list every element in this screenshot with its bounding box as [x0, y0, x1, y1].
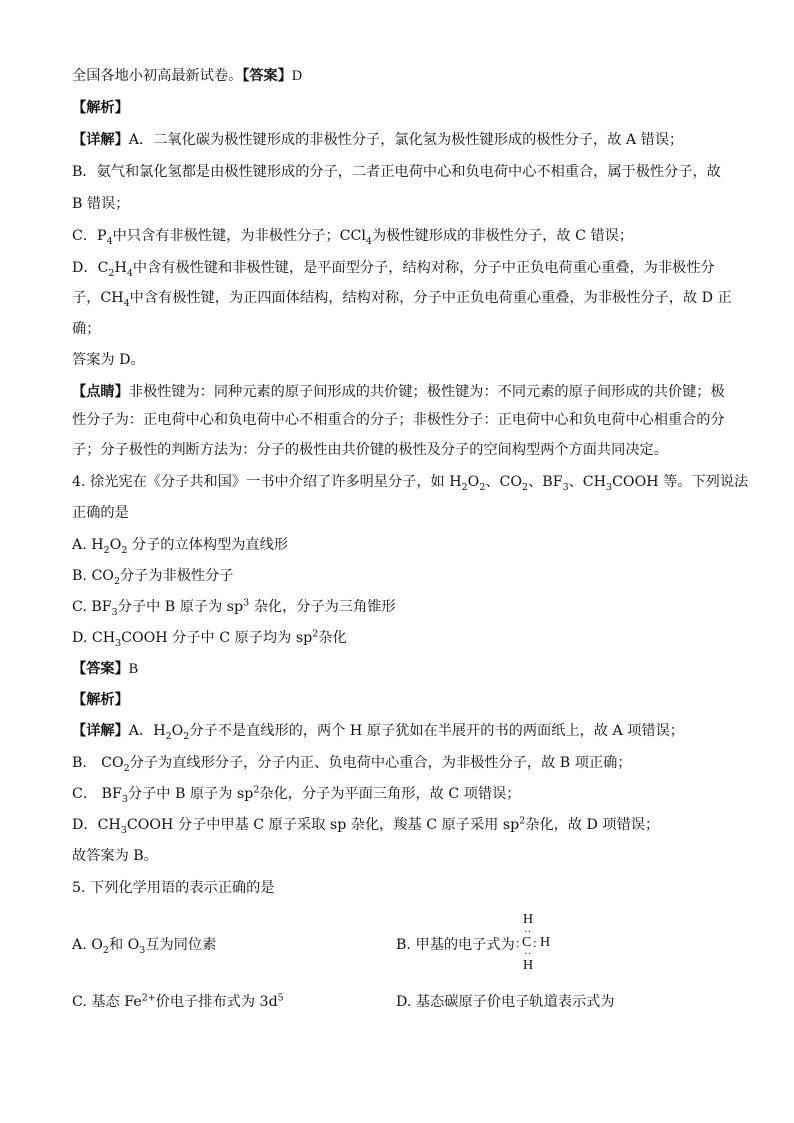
option-a: [72, 535, 288, 555]
text: COOH 等。下列说法: [612, 474, 749, 490]
subscript: 2: [121, 544, 128, 556]
text: C. BF: [72, 599, 112, 615]
text-line: [72, 382, 725, 402]
electron-dots-top: ··: [524, 926, 532, 938]
text-line: [72, 226, 633, 246]
text-line: [72, 130, 683, 150]
tip-tag: 【点睛】: [72, 384, 129, 400]
text: 和 O: [108, 937, 140, 953]
text-line: [72, 659, 138, 679]
subscript: 2: [103, 544, 110, 556]
subscript: 2: [123, 762, 130, 774]
answer-value: B: [128, 661, 139, 677]
text: 互为同位素: [145, 937, 217, 953]
text: A. O: [72, 937, 103, 953]
subscript: 2: [461, 481, 468, 493]
answer-tag: 【答案】: [72, 661, 129, 677]
text: H: [114, 260, 127, 276]
text: A. H: [72, 537, 104, 553]
analysis-heading: 【解析】: [72, 100, 129, 116]
text: D. CH: [72, 630, 116, 646]
subscript: 3: [121, 793, 128, 805]
text-line: 性分子为：正电荷中心和负电荷中心不相重合的分子；非极性分子：正电荷中心和负电荷中心相重合的分: [72, 412, 725, 428]
methyl-electron-formula: [516, 913, 560, 975]
text: D．C: [72, 260, 109, 276]
subscript: 3: [111, 606, 118, 618]
text: D．CH: [72, 817, 121, 833]
subscript: 2: [479, 481, 486, 493]
text: 分子为直线形分子，分子内正、负电荷中心重合，为非极性分子，故 B 项正确；: [129, 755, 632, 771]
text: C． BF: [72, 786, 122, 802]
text: COOH 分子中甲基 C 原子采取 sp 杂化，羧基 C 原子采用 sp: [126, 817, 520, 833]
question-4-stem: [72, 472, 748, 492]
text: 4. 徐光宪在《分子共和国》一书中介绍了许多明星分子，如 H: [72, 474, 462, 490]
answer-tag: 【答案】: [242, 68, 292, 84]
text: 杂化: [318, 630, 347, 646]
subscript: 3: [139, 944, 146, 956]
text-line: [72, 753, 632, 773]
text: B． CO: [72, 755, 124, 771]
text-line: B．氨气和氯化氢都是由极性键形成的分子，二者正电荷中心和负电荷中心不相重合，属于极性分子，故: [72, 164, 721, 180]
atom-c: C: [522, 935, 532, 950]
atom-h-bottom: H: [523, 958, 534, 973]
electron-dots-right: :: [533, 935, 537, 950]
text: 、CO: [485, 474, 523, 490]
subscript: 2: [522, 481, 529, 493]
text-line: [72, 288, 732, 308]
text: 分子不是直线形的，两个 H 原子犹如在半展开的书的两面纸上，故 A 项错误；: [189, 723, 684, 739]
text-line: 子；分子极性的判断方法为：分子的极性由共价键的极性及分子的空间构型两个方面共同决定。: [72, 442, 668, 458]
text: 价电子排布式为 3d: [155, 994, 278, 1010]
text: COOH 分子中 C 原子均为 sp: [121, 630, 313, 646]
text: 分子为非极性分子: [119, 568, 234, 584]
option-d: [72, 628, 347, 648]
subscript: 4: [365, 235, 372, 247]
text: B. CO: [72, 568, 114, 584]
option-c: [72, 992, 284, 1012]
subscript: 2: [113, 575, 120, 587]
question-5-stem: 5. 下列化学用语的表示正确的是: [72, 880, 275, 896]
electron-dot-left: :: [516, 935, 520, 950]
atom-h-top: H: [523, 912, 534, 927]
detail-tag: 【详解】: [72, 723, 129, 739]
text: 为极性键形成的非极性分子，故 C 错误；: [371, 228, 634, 244]
subscript: 3: [120, 824, 127, 836]
subscript: 4: [126, 267, 133, 279]
text: O: [171, 723, 184, 739]
text-line: [72, 66, 302, 86]
subscript: 3: [562, 481, 569, 493]
text-line: 故答案为 B。: [72, 848, 158, 864]
text: 分子中 B 原子为 sp: [117, 599, 244, 615]
detail-tag: 【详解】: [72, 132, 129, 148]
text: 全国各地小初高最新试卷。: [72, 68, 243, 84]
text: A．H: [128, 723, 166, 739]
text: A．二氧化碳为极性键形成的非极性分子，氯化氢为极性键形成的极性分子，故 A 错误；: [128, 132, 684, 148]
text: 中含有极性键和非极性键，是平面型分子，结构对称，分子中正负电荷重心重叠，为非极性分: [132, 260, 715, 276]
text: 、BF: [528, 474, 563, 490]
superscript: 2+: [141, 992, 156, 1004]
superscript: 2: [253, 784, 260, 796]
text: 、CH: [568, 474, 607, 490]
superscript: 5: [277, 992, 284, 1004]
answer-value: D: [291, 68, 303, 84]
text: 分子中 B 原子为 sp: [127, 786, 254, 802]
option-a: [72, 935, 216, 955]
text: 杂化，分子为平面三角形，故 C 项错误；: [259, 786, 521, 802]
option-b: B. 甲基的电子式为: [396, 937, 515, 953]
text: 非极性键为：同种元素的原子间形成的共价键；极性键为：不同元素的原子间形成的共价键；极: [128, 384, 725, 400]
superscript: 2: [312, 628, 319, 640]
electron-dots-bottom: ··: [524, 948, 532, 960]
text: 杂化，分子为三角锥形: [249, 599, 396, 615]
text: 分子的立体构型为直线形: [127, 537, 288, 553]
text-line: [72, 721, 684, 741]
atom-h-right: H: [540, 935, 551, 950]
text-line: 答案为 D。: [72, 352, 145, 368]
subscript: 4: [106, 235, 113, 247]
option-d: D. 基态碳原子价电子轨道表示式为: [396, 994, 615, 1010]
subscript: 3: [606, 481, 613, 493]
analysis-heading: 【解析】: [72, 692, 129, 708]
subscript: 2: [165, 730, 172, 742]
text-line: B 错误；: [72, 196, 130, 212]
subscript: 2: [183, 730, 190, 742]
text-line: 正确的是: [72, 505, 129, 521]
subscript: 2: [102, 944, 109, 956]
text: 中只含有非极性键，为非极性分子；CCl: [112, 228, 366, 244]
superscript: 3: [243, 597, 250, 609]
text: O: [467, 474, 480, 490]
text: 中含有极性键，为正四面体结构，结构对称，分子中正负电荷重心重叠，为非极性分子，故 D 正: [129, 290, 732, 306]
superscript: 2: [519, 815, 526, 827]
text-line: 确；: [72, 321, 101, 337]
option-b: [72, 566, 234, 586]
text: 子，CH: [72, 290, 124, 306]
text-line: [72, 258, 715, 278]
subscript: 3: [115, 637, 122, 649]
subscript: 4: [123, 297, 130, 309]
text-line: [72, 784, 520, 804]
subscript: 2: [108, 267, 115, 279]
text-line: [72, 815, 659, 835]
text: O: [109, 537, 122, 553]
text: C. 基态 Fe: [72, 994, 142, 1010]
option-c: [72, 597, 396, 617]
text: 杂化，故 D 项错误；: [525, 817, 660, 833]
text: C．P: [72, 228, 107, 244]
